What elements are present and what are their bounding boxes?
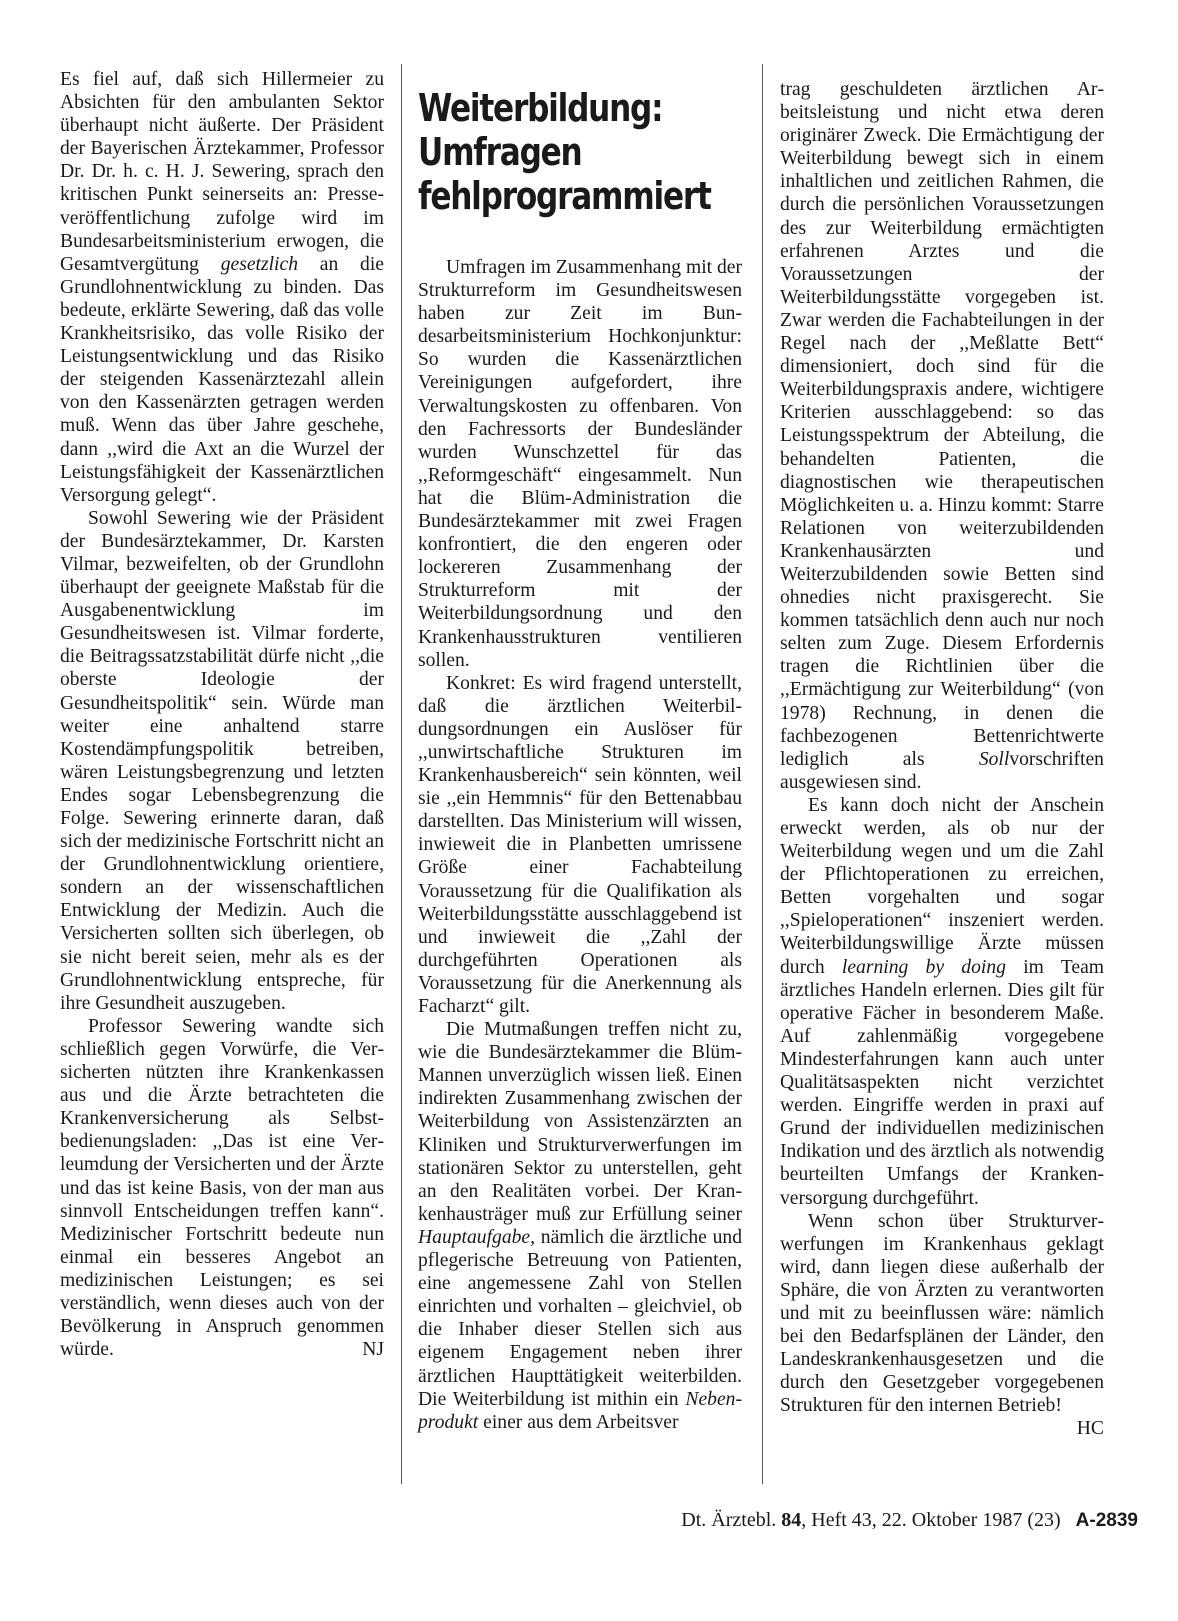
article-column-3 bbox=[780, 78, 1104, 1441]
paragraph: Wenn schon über Strukturverwerfungen im Krankenhaus geklagt wird, dann liegen diese außerhalb der Sphäre, die von Ärzten zu verantworten und mit zu beeinflussen wäre: nämlich bei den Bedarfsplänen der Länder, den Landeskrankenhausgesetzen und die durch den Gesetzgeber vorgegebenen Strukturen für den internen Betrieb! HC bbox=[780, 1210, 1104, 1440]
emphasis: gesetzlich bbox=[220, 253, 298, 275]
paragraph: Professor Sewering wandte sich schließlich gegen Vorwürfe, die Versicherten nützten ihre Krankenkassen aus und die Ärzte betrachteten die Krankenversicherung als Selbstbedienungsladen: ,,Das ist eine Verleumdung der Versicherten und der Ärzte und das ist keine Basis, von der man aus sinnvoll Entscheidungen treffen kann“. Medizinischer Fortschritt bedeute nun einmal ein besseres Angebot an medizinischen Leistungen; es sei verständlich, wenn dieses auch von der Bevölkerung in Anspruch genommen würde. NJ bbox=[60, 1015, 384, 1361]
headline-line: Umfragen bbox=[418, 130, 582, 174]
page-footer bbox=[681, 1509, 1138, 1532]
emphasis: Soll bbox=[978, 748, 1010, 770]
paragraph: Sowohl Sewering wie der Präsident der Bundesärztekammer, Dr. Karsten Vilmar, bezweifelten, ob der Grundlohn überhaupt der geeignete Maßstab für die Ausgabenentwicklung im Gesundheitswesen ist. Vilmar forderte, die Beitragssatzstabilität dürfe nicht ,,die oberste Ideologie der Gesundheitspolitik“ sein. Würde man weiter eine anhaltend starre Kostendämpfungspolitik betreiben, wären Leistungsbegrenzung und letzten Endes sogar Lebensbegrenzung die Folge. Sewering erinnerte daran, daß sich der medizinische Fortschritt nicht an der Grundlohnentwicklung orientiere, sondern an der wissenschaftlichen Entwicklung der Medizin. Auch die Versicherten sollten sich überlegen, ob sie nicht bereit seien, mehr als es der Grundlohnentwicklung entspreche, für ihre Gesundheit auszugeben. bbox=[60, 507, 384, 1014]
paragraph: Konkret: Es wird fragend unterstellt, daß die ärztlichen Weiterbildungsordnungen ein Auslöser für ,,unwirtschaftliche Strukturen im Krankenhausbereich“ sein könnten, weil sie ,,ein Hemmnis“ für den Bettenabbau darstellten. Das Ministerium will wissen, inwieweit die in Planbetten umrissene Größe einer Fachabteilung Voraussetzung für die Qualifikation als Weiterbildungsstätte ausschlaggebend ist und inwieweit die ,,Zahl der durchgeführten Operationen als Voraussetzung für die Anerkennung als Facharzt“ gilt. bbox=[418, 672, 742, 1017]
article-headline bbox=[418, 86, 711, 218]
page-number: A-2839 bbox=[1075, 1510, 1138, 1531]
emphasis: Nebenprodukt bbox=[418, 1388, 743, 1433]
article-column-1 bbox=[60, 68, 384, 1361]
emphasis: learning by doing bbox=[841, 956, 1006, 978]
column-divider bbox=[762, 64, 763, 1484]
paragraph: Es fiel auf, daß sich Hillermeier zu Absichten für den ambulanten Sektor überhaupt nicht äußerte. Der Präsident der Bayerischen Ärztekammer, Professor Dr. Dr. h. c. H. J. Sewering, sprach den kritischen Punkt seinerseits an: Presseveröffentlichung zufolge wird im Bundesarbeitsministerium erwogen, die Gesamtvergütung gesetzlich an die Grundlohnentwicklung zu binden. Das bedeute, erklärte Sewering, daß das volle Krankheitsrisiko, das volle Risiko der Leistungsentwicklung und das Risiko der steigenden Kassenärztezahl allein von den Kassenärzten getragen werden muß. Wenn das über Jahre geschehe, dann ,,wird die Axt an die Wurzel der Leistungsfähigkeit der Kassenärztlichen Versorgung gelegt“. bbox=[60, 69, 384, 506]
article-column-2 bbox=[418, 68, 742, 1434]
author-signature: HC bbox=[1076, 1418, 1104, 1440]
headline-line: Weiterbildung: bbox=[418, 86, 663, 130]
emphasis: Hauptaufgabe, bbox=[418, 1226, 536, 1248]
column-divider bbox=[401, 64, 402, 1484]
paragraph: Es kann doch nicht der Anschein erweckt werden, als ob nur der Weiterbildung wegen und um die Zahl der Pflichtoperationen zu erreichen, Betten vorgehalten und sogar ,,Spieloperationen“ inszeniert werden. Weiterbildungswillige Ärzte müssen durch learning by doing im Team ärztliches Handeln erlernen. Dies gilt für operative Fächer in besonderem Maße. Auf zahlenmäßig vorgegebene Mindesterfahrungen kann auch unter Qualitätsaspekten nicht verzichtet werden. Eingriffe werden in praxi auf Grund der individuellen medizinischen Indikation und des ärztlich als notwendig beurteilten Umfangs der Krankenversorgung durchgeführt. bbox=[780, 794, 1105, 1209]
journal-name: Dt. Ärztebl. bbox=[681, 1509, 777, 1531]
paragraph: Umfragen im Zusammenhang mit der Strukturreform im Gesundheitswesen haben zur Zeit im Bundesarbeitsministerium Hochkonjunktur: So wurden die Kassenärztlichen Vereinigungen aufgefordert, ihre Verwaltungskosten zu offenbaren. Von den Fachressorts der Bundesländer wurden Wunschzettel für das ,,Reformgeschäft“ eingesammelt. Nun hat die Blüm-Administration die Bundesärztekammer mit zwei Fragen konfrontiert, die den engeren oder lockereren Zusammenhang der Strukturreform mit der Weiterbildungsordnung und den Krankenhausstrukturen ventilieren sollen. bbox=[418, 257, 743, 671]
author-signature: NJ bbox=[362, 1339, 384, 1361]
issue-date: , Heft 43, 22. Oktober 1987 (23) bbox=[801, 1509, 1061, 1531]
headline-line: fehlprogrammiert bbox=[418, 174, 711, 218]
journal-volume: 84 bbox=[781, 1509, 802, 1531]
paragraph: trag geschuldeten ärztlichen Arbeitsleistung und nicht etwa deren originärer Zweck. Die Ermächtigung der Weiterbildung bewegt sich in einem inhaltlichen und zeitlichen Rahmen, die durch die persönlichen Voraussetzungen des zur Weiterbildung ermächtigten erfahrenen Arztes und die Voraussetzungen der Weiterbildungsstätte vorgegeben ist. Zwar werden die Fachabteilungen in der Regel nach der ,,Meßlatte Bett“ dimensioniert, doch sind für die Weiterbildungspraxis andere, wichtigere Kriterien ausschlaggebend: so das Leistungsspektrum der Abteilung, die behandelten Patienten, die diagnostischen wie therapeutischen Möglichkeiten u. a. Hinzu kommt: Starre Relationen von weiterzubildenden Krankenhausärzten und Weiterzubildenden sowie Betten sind ohnedies nicht praxisgerecht. Sie kommen tatsächlich denn auch nur noch selten zum Zuge. Diesem Erfordernis tragen die Richtlinien über die ,,Ermächtigung zur Weiterbildung“ (von 1978) Rechnung, in denen die fachbezogenen Bettenrichtwerte lediglich als Sollvorschriften ausgewiesen sind. bbox=[780, 79, 1104, 793]
paragraph: Die Mutmaßungen treffen nicht zu, wie die Bundesärztekammer die Blüm-Mannen unverzüglich wissen ließ. Einen indirekten Zusammenhang zwischen der Weiterbildung von Assistenzärzten an Kliniken und Strukturverwerfungen im stationären Sektor zu unterstellen, geht an den Realitäten vorbei. Der Krankenhausträger muß zur Erfüllung seiner Hauptaufgabe, nämlich die ärztliche und pflegerische Betreuung von Patienten, eine angemessene Zahl von Stellen einrichten und vorhalten – gleichviel, ob die Inhaber dieser Stellen sich aus eigenem Engagement neben ihrer ärztlichen Haupttätigkeit weiterbilden. Die Weiterbildung ist mithin ein Nebenprodukt einer aus dem Arbeitsver bbox=[418, 1019, 743, 1433]
